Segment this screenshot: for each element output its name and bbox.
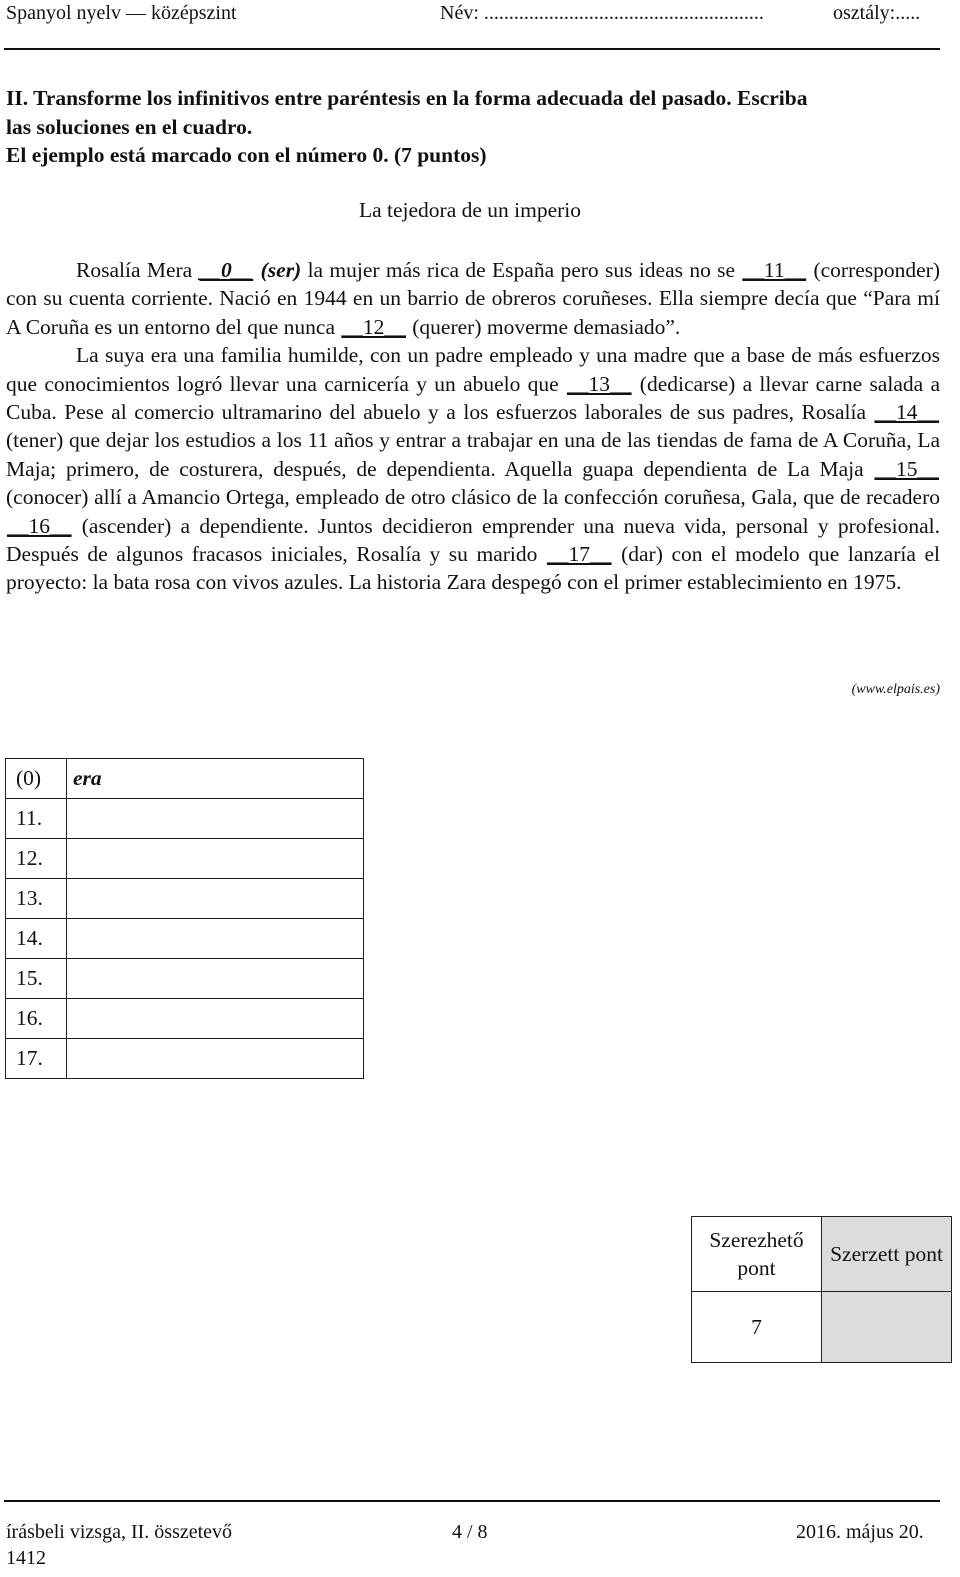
answer-number: 13.	[6, 879, 67, 919]
answer-cell[interactable]	[67, 999, 364, 1039]
answer-cell[interactable]	[67, 799, 364, 839]
text-run: (corresponder) con su cuenta corriente. Nació en 1944 en un barrio de obreros coruñeses. Ella siempre decía que “Para mí A Coruña es un entorno del que nunca	[6, 258, 941, 339]
instruction-line-1: II. Transforme los infinitivos entre paréntesis en la forma adecuada del pasado. Escriba	[6, 86, 808, 110]
answer-cell[interactable]	[67, 1039, 364, 1079]
text-run: (querer) moverme demasiado”.	[406, 314, 681, 339]
answer-row	[6, 759, 364, 799]
verb-0: (ser)	[260, 258, 302, 282]
answer-number: 14.	[6, 919, 67, 959]
answer-cell[interactable]	[67, 879, 364, 919]
answer-cell[interactable]	[67, 919, 364, 959]
gap-15: __15__	[874, 456, 939, 481]
reading-text	[6, 256, 940, 597]
answer-cell[interactable]	[67, 959, 364, 999]
header-subject: Spanyol nyelv — középszint	[6, 2, 237, 24]
answer-row	[6, 879, 364, 919]
answer-row	[6, 919, 364, 959]
score-header-achieved: Szerzett pont	[822, 1217, 952, 1292]
paragraph-2	[6, 341, 940, 597]
gap-13: __13__	[567, 371, 632, 396]
instruction-line-3: El ejemplo está marcado con el número 0. (7 puntos)	[6, 143, 487, 167]
paragraph-1	[6, 256, 940, 341]
text-run: La suya era una familia humilde, con un padre empleado y una madre que a base de más esfuerzos que conocimientos logró llevar una carnicería y un abuelo que	[6, 343, 940, 396]
answer-number: 15.	[6, 959, 67, 999]
answer-number: 12.	[6, 839, 67, 879]
score-header-max: Szerezhető pont	[692, 1217, 822, 1292]
text-run: Rosalía Mera	[76, 258, 199, 282]
footer-exam-part: írásbeli vizsga, II. összetevő	[6, 1521, 233, 1543]
answer-table	[5, 758, 364, 1079]
text-run: (dedicarse) a llevar carne salada a Cuba. Pese al comercio ultramarino del abuelo y a los esfuerzos laborales de sus padres, Rosalía	[6, 371, 940, 425]
answer-row	[6, 799, 364, 839]
answer-row	[6, 959, 364, 999]
answer-row	[6, 999, 364, 1039]
text-run: la mujer más rica de España pero sus ideas no se	[301, 258, 742, 282]
answer-cell[interactable]	[67, 839, 364, 879]
gap-12: __12__	[341, 314, 406, 339]
text-run: (conocer) allí a Amancio Ortega, empleado de otro clásico de la confección coruñesa, Gala, que de recadero	[6, 485, 940, 510]
task-instructions	[6, 84, 940, 170]
source-citation: (www.elpais.es)	[851, 682, 940, 697]
text-title: La tejedora de un imperio	[358, 198, 582, 222]
answer-number: (0)	[6, 759, 67, 799]
answer-number: 17.	[6, 1039, 67, 1079]
header-class-field[interactable]: osztály:.....	[833, 2, 921, 24]
text-run: (tener) que dejar los estudios a los 11 años y entrar a trabajar en una de las tiendas de fama de A Coruña, La Maja; primero, de costurera, después, de dependienta. Aquella guapa dependienta de La Maja	[6, 428, 940, 481]
answer-number: 11.	[6, 799, 67, 839]
score-max-value: 7	[692, 1292, 822, 1363]
text-run: (ascender) a dependiente. Juntos decidieron emprender una nueva vida, personal y profesional. Después de algunos fracasos iniciales, Rosalía y su marido	[6, 513, 940, 567]
gap-11: __11__	[742, 258, 807, 282]
header-name-field[interactable]: Név: ........................................................	[440, 2, 764, 24]
instruction-line-2: las soluciones en el cuadro.	[6, 114, 253, 139]
gap-0: __0__	[199, 258, 254, 282]
gap-16: __16__	[7, 513, 72, 538]
page-header	[0, 0, 940, 30]
answer-cell[interactable]: era	[67, 759, 364, 799]
footer-date: 2016. május 20.	[796, 1521, 924, 1543]
answer-number: 16.	[6, 999, 67, 1039]
answer-row	[6, 839, 364, 879]
header-rule	[4, 48, 940, 50]
score-table	[691, 1216, 952, 1363]
answer-row	[6, 1039, 364, 1079]
footer-page-number: 4 / 8	[452, 1521, 488, 1543]
gap-17: __17__	[547, 542, 612, 567]
footer-rule	[4, 1500, 940, 1502]
gap-14: __14__	[874, 400, 939, 425]
footer-code: 1412	[6, 1547, 46, 1569]
text-run: (dar) con el modelo que lanzaría el proyecto: la bata rosa con vivos azules. La historia Zara despegó con el primer establecimiento en 1975.	[6, 542, 941, 595]
score-achieved-value[interactable]	[822, 1292, 952, 1363]
